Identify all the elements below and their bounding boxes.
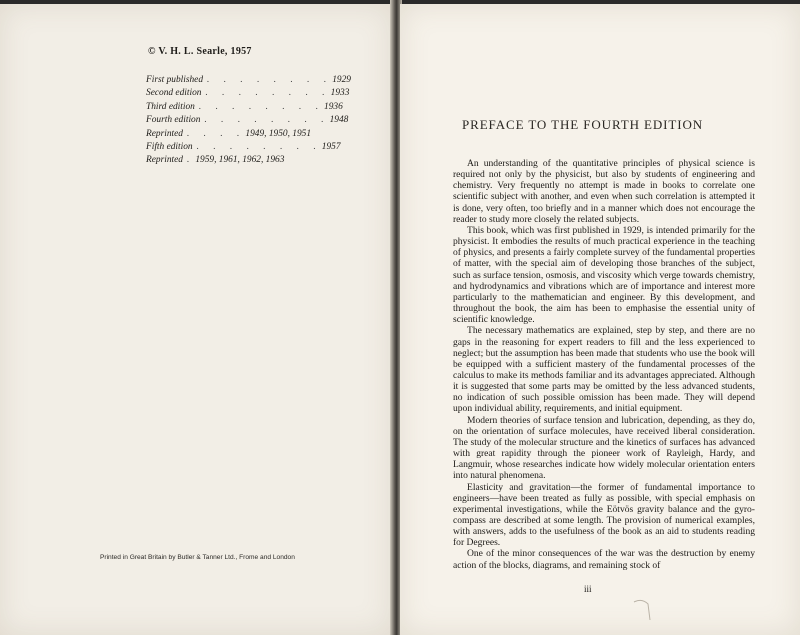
edition-row [146, 74, 351, 87]
edition-years: 1949, 1950, 1951 [245, 128, 312, 139]
edition-row [146, 101, 343, 114]
preface-paragraph: This book, which was first published in 1929, is intended primarily for the physicist. It embodies the results of much practical experience in the teaching of physics, and presents a fairly complete survey of the fundamental properties of matter, with the special aim of developing those branches of the subject, such as surface tension, osmosis, and viscosity which verge towards chemistry, and hydrodynamics and vibrations which are of importance and interest more particularly to the mathematician and engineer. By this development, and throughout the book, the aim has been to emphasise the essential unity of scientific knowledge. [453, 224, 755, 326]
edition-label: Third edition [146, 101, 195, 112]
pencil-mark [630, 592, 660, 622]
edition-row [146, 128, 312, 141]
edition-label: Reprinted [146, 128, 183, 139]
edition-label: Second edition [146, 88, 202, 99]
preface-paragraph: The necessary mathematics are explained, step by step, and there are no gaps in the reasoning for expert readers to fill and the less experienced to neglect; but the assumption has been made that students who use the book will be equipped with a sufficient mastery of the fundamental processes of the calculus to make its methods familiar and its advantages appreciated. Although it is suggested that some parts may be omitted by the less advanced students, no indication of such possible omission has been made. They will depend upon individual ability, requirements, and initial equipment. [453, 325, 755, 415]
edition-label: Fourth edition [146, 115, 201, 126]
edition-years: 1929 [332, 75, 351, 85]
preface-paragraph: An understanding of the quantitative principles of physical science is required not only by the physicist, but also by students of engineering and chemistry. Very frequently no attempt is made in books to correlate one scientific subject with another, and even when such correlation is attempted it is done, very often, too briefly and in a manner which does not encourage the reader to study more closely the related subjects. [453, 158, 755, 225]
copyright-notice: © V. H. L. Searle, 1957 [148, 46, 252, 57]
edition-label: Fifth edition [146, 142, 193, 153]
edition-years: 1948 [329, 115, 349, 126]
page-number: iii [584, 584, 592, 594]
edition-history [146, 74, 351, 168]
printer-imprint: Printed in Great Britain by Butler & Tanner Ltd., Frome and London [100, 554, 295, 561]
preface-heading: PREFACE TO THE FOURTH EDITION [462, 117, 704, 132]
edition-label: Reprinted [146, 155, 183, 166]
preface-body [453, 158, 755, 571]
leader-dots: . . . . . . . . [205, 88, 331, 99]
edition-years: 1957 [321, 142, 341, 153]
edition-label: First published [146, 75, 204, 85]
edition-row [146, 114, 349, 127]
edition-row [146, 154, 285, 167]
leader-dots: . . . . [186, 128, 246, 139]
leader-dots: . [186, 155, 196, 166]
edition-years: 1933 [330, 88, 350, 99]
leader-dots: . . . . . . . . [196, 142, 322, 153]
preface-paragraph: Modern theories of surface tension and lubrication, depending, as they do, on the orientation of surface molecules, have received liberal consideration. The study of the molecular structure and the kinetics of surfaces has advanced with great rapidity through the pioneer work of Rayleigh, Hardy, and Langmuir, whose researches indicate how widely molecular orientation enters into natural phenomena. [453, 414, 755, 482]
edition-row [146, 141, 341, 154]
leader-dots: . . . . . . . . [207, 75, 333, 85]
preface-paragraph: One of the minor consequences of the war was the destruction by enemy action of the blocks, diagrams, and remaining stock of [453, 548, 755, 571]
leader-dots: . . . . . . . . [204, 115, 330, 126]
edition-years: 1936 [324, 101, 343, 112]
edition-years: 1959, 1961, 1962, 1963 [195, 155, 285, 166]
edition-row [146, 87, 350, 100]
leader-dots: . . . . . . . . [198, 101, 325, 112]
preface-paragraph: Elasticity and gravitation—the former of fundamental importance to engineers—have been treated as fully as possible, with special emphasis on experimental investigations, while the Eötvös gravity balance and the gyro-compass are described at some length. The provision of numerical examples, with answers, adds to the usefulness of the book as an aid to students reading for Degrees. [453, 481, 755, 549]
left-page [0, 4, 392, 635]
